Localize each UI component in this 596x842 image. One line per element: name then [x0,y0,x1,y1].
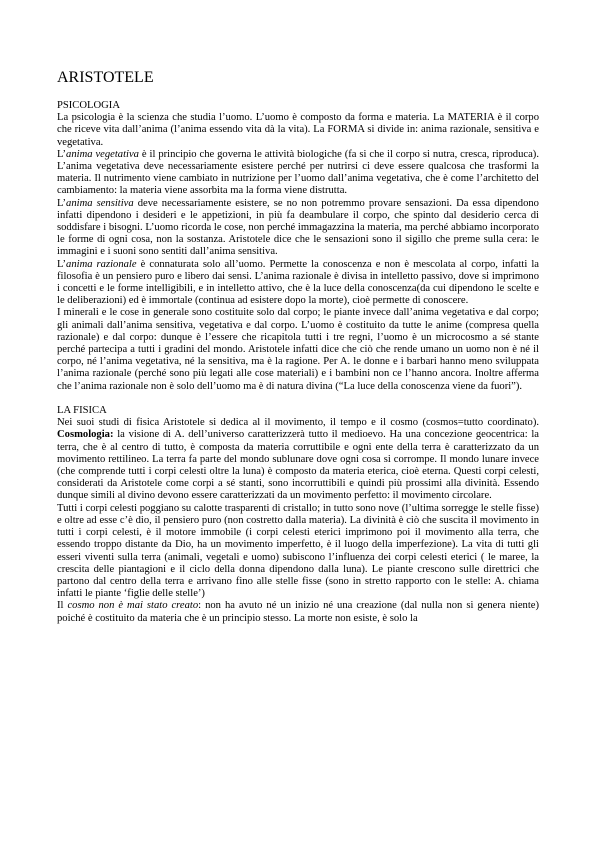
text-run: L’ [57,258,67,270]
bold-term: Cosmologia: [57,429,114,441]
text-run: L’ [57,197,67,209]
text-run: Nei suoi studi di fisica Aristotele si dedica al il movimento, il tempo e il cosmo (cosmos=tutto coordinato). [57,417,539,429]
paragraph: La psicologia è la scienza che studia l’uomo. L’uomo è composto da forma e materia. La MATERIA è il corpo che riceve vita dall’anima (l’anima essendo vita dà la vita). La FORMA si divide in: anima razionale, sensitiva e vegetativa. [57,112,539,148]
paragraph [57,198,539,259]
paragraph [57,259,539,308]
paragraph [57,600,539,624]
emphasis: cosmo non è mai stato creato [67,600,199,612]
text-run: : non ha avuto né un inizio né una creazione (dal nulla non si genera niente) poiché è costituito da materia che è un principio stesso. La morte non esiste, è solo la [57,600,539,624]
paragraph: I minerali e le cose in generale sono costituite solo dal corpo; le piante invece dall’anima vegetativa e dal corpo; gli animali dall’anima sensitiva, vegetativa e dal corpo. L’uomo è costituito da tutte le anime (compresa quella razionale) e dal corpo: dunque è l’essere che ricapitola tutti i tre regni, l’uomo è un microcosmo a sé stante perché partecipa a tutti i gradini del mondo. Aristotele infatti dice che ciò che rende umano un uomo non è né il corpo, né l’anima vegetativa, né la sensitiva, ma è la ragione. Per A. le donne e i barbari hanno meno sviluppata l’anima razionale (perché sono più legati alle cose materiali) e i bambini non ce l’hanno ancora. Inoltre afferma che l’anima razionale non è solo dell’uomo ma è di natura divina (“La luce della conoscenza viene da fuori”). [57,307,539,392]
text-run: Il [57,600,68,612]
paragraph: Tutti i corpi celesti poggiano su calotte trasparenti di cristallo; in tutto sono nove (l’ultima sorregge le stelle fisse) e oltre ad esse c’è dio, il pensiero puro (non costretto dalla materia). La divinità è ciò che suscita il movimento in tutti i corpi celesti, è il motore immobile (i corpi celesti eterici imprimono poi il movimento alla terra, che essendo troppo distante da Dio, ha un movimento imperfetto, è il luogo della imperfezione). La vita di tutti gli esseri viventi sulla terra (animali, vegetali e uomo) subiscono l’influenza dei corpi celesti eterici ( le maree, la crescita delle piantagioni e il ciclo della donna dipendono dalla luna). Le piante crescono sulle direttrici che partono dal centro della terra e arrivano fino alle stelle fisse (sono in stretto rapporto con le stelle: A. chiama infatti le piante ‘figlie delle stelle’) [57,502,539,600]
document-title: ARISTOTELE [57,69,154,86]
text-run: la visione di A. dell’universo caratterizzerà tutto il medioevo. Ha una concezione geocentrica: la terra, che è al centro di tutto, è composta da materia corruttibile e ogni ente della terra è caratterizzato da un movimento rettilineo. La terra fa parte del mondo sublunare dove ogni cosa si corrompe. Il mondo lunare invece (che comprende tutti i corpi celesti oltre la luna) è composto da materia eterica, cioè eterna. Questi corpi celesti, considerati da Aristotele come corpi a sé stanti, sono incorruttibili e quindi più prossimi alla divinità. Essendo dunque simili al divino devono essere caratterizzati da un movimento perfetto: il movimento circolare. [57,429,539,502]
document-page [57,68,539,625]
emphasis: anima sensitiva [66,197,134,209]
section-heading-fisica: LA FISICA [57,405,107,417]
text-run: L’ [57,148,67,160]
text-run: deve necessariamente esistere, se no non potremmo provare sensazioni. Da essa dipendono infatti dipendono i desideri e le appetizioni, in più fa deambulare il corpo, che spinto dal desiderio cerca di soddisfare i bisogni. L’uomo ricorda le cose, non perché immagazzina la materia, ma perché abbiamo incorporato le forme di ogni cosa, non la sostanza. Aristotele dice che le sensazioni sono il sigillo che preme sulla cera: le immagini e i suoni sono sentiti dall’anima sensitiva. [57,197,539,258]
text-run: è connaturata solo all’uomo. Permette la conoscenza e non è mescolata al corpo, infatti la filosofia è un pensiero puro e libero dai sensi. L’anima razionale è divisa in intelletto passivo, dove si imprimono i concetti e le forme intelligibili, e in intelletto attivo, che è la luce della conoscenza(da cui dipendono le scelte e le deliberazioni) ed è immortale (continua ad esistere dopo la morte), cioè permette di conoscere. [57,258,539,307]
text-run: è il principio che governa le attività biologiche (fa si che il corpo si nutra, cresca, riproduca). L’anima vegetativa deve necessariamente esistere perché per nutrirsi ci deve essere qualcosa che trasformi la materia. Il nutrimento viene cambiato in nutrizione per l’uomo dall’anima vegetativa, che è come l’architetto del cambiamento: la materia viene assorbita ma la forma viene distrutta. [57,148,539,197]
emphasis: anima vegetativa [66,148,139,160]
paragraph [57,149,539,198]
spacer [57,393,539,405]
paragraph [57,417,539,502]
section-heading-psicologia: PSICOLOGIA [57,100,120,111]
emphasis: anima razionale [66,258,137,270]
